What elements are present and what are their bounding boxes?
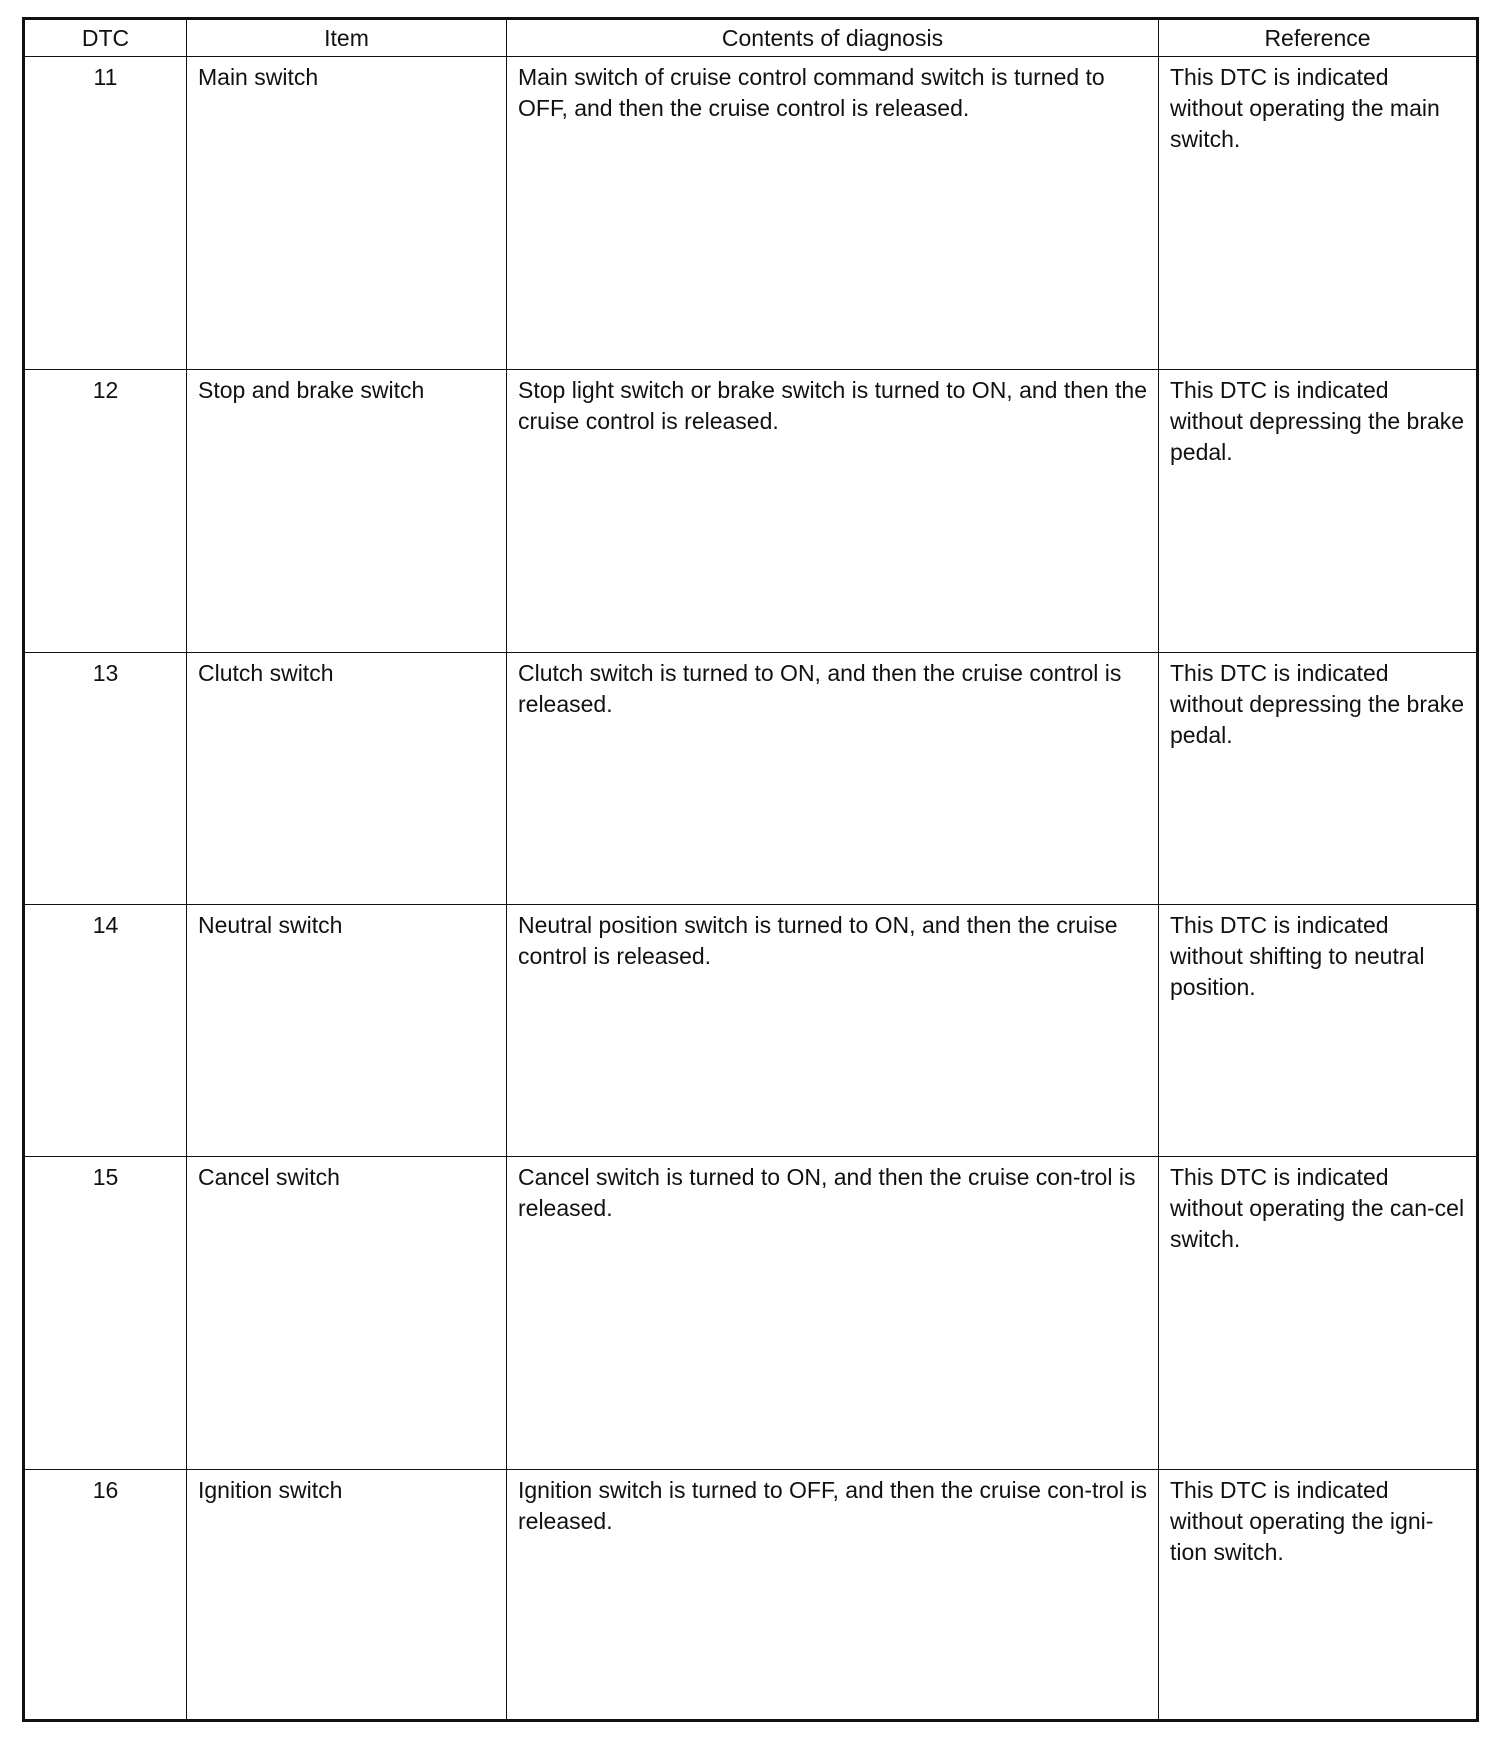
table-row bbox=[24, 905, 1478, 1157]
cell-reference: This DTC is indicated without operating the can-cel switch. bbox=[1159, 1157, 1478, 1470]
cell-item: Neutral switch bbox=[187, 905, 507, 1157]
cell-dtc: 14 bbox=[24, 905, 187, 1157]
cell-item: Ignition switch bbox=[187, 1470, 507, 1721]
cell-reference: This DTC is indicated without depressing the brake pedal. bbox=[1159, 370, 1478, 653]
cell-dtc: 12 bbox=[24, 370, 187, 653]
cell-contents: Cancel switch is turned to ON, and then the cruise con-trol is released. bbox=[507, 1157, 1159, 1470]
header-dtc: DTC bbox=[24, 19, 187, 57]
table-row bbox=[24, 370, 1478, 653]
cell-dtc: 15 bbox=[24, 1157, 187, 1470]
table-row bbox=[24, 1157, 1478, 1470]
cell-contents: Clutch switch is turned to ON, and then the cruise control is released. bbox=[507, 653, 1159, 905]
cell-contents: Stop light switch or brake switch is turned to ON, and then the cruise control is released. bbox=[507, 370, 1159, 653]
cell-dtc: 16 bbox=[24, 1470, 187, 1721]
table-row bbox=[24, 1470, 1478, 1721]
cell-dtc: 13 bbox=[24, 653, 187, 905]
table-body bbox=[24, 57, 1478, 1721]
cell-contents: Ignition switch is turned to OFF, and then the cruise con-trol is released. bbox=[507, 1470, 1159, 1721]
cell-dtc: 11 bbox=[24, 57, 187, 370]
header-row bbox=[24, 19, 1478, 57]
cell-reference: This DTC is indicated without shifting to neutral position. bbox=[1159, 905, 1478, 1157]
cell-item: Main switch bbox=[187, 57, 507, 370]
cell-reference: This DTC is indicated without operating the main switch. bbox=[1159, 57, 1478, 370]
table-row bbox=[24, 57, 1478, 370]
cell-item: Stop and brake switch bbox=[187, 370, 507, 653]
cell-item: Cancel switch bbox=[187, 1157, 507, 1470]
table-header bbox=[24, 19, 1478, 57]
dtc-table bbox=[22, 17, 1479, 1722]
header-item: Item bbox=[187, 19, 507, 57]
cell-contents: Neutral position switch is turned to ON, and then the cruise control is released. bbox=[507, 905, 1159, 1157]
cell-contents: Main switch of cruise control command switch is turned to OFF, and then the cruise control is released. bbox=[507, 57, 1159, 370]
cell-reference: This DTC is indicated without depressing the brake pedal. bbox=[1159, 653, 1478, 905]
cell-reference: This DTC is indicated without operating the igni-tion switch. bbox=[1159, 1470, 1478, 1721]
header-contents: Contents of diagnosis bbox=[507, 19, 1159, 57]
dtc-table-container bbox=[22, 17, 1476, 1717]
cell-item: Clutch switch bbox=[187, 653, 507, 905]
header-reference: Reference bbox=[1159, 19, 1478, 57]
table-row bbox=[24, 653, 1478, 905]
